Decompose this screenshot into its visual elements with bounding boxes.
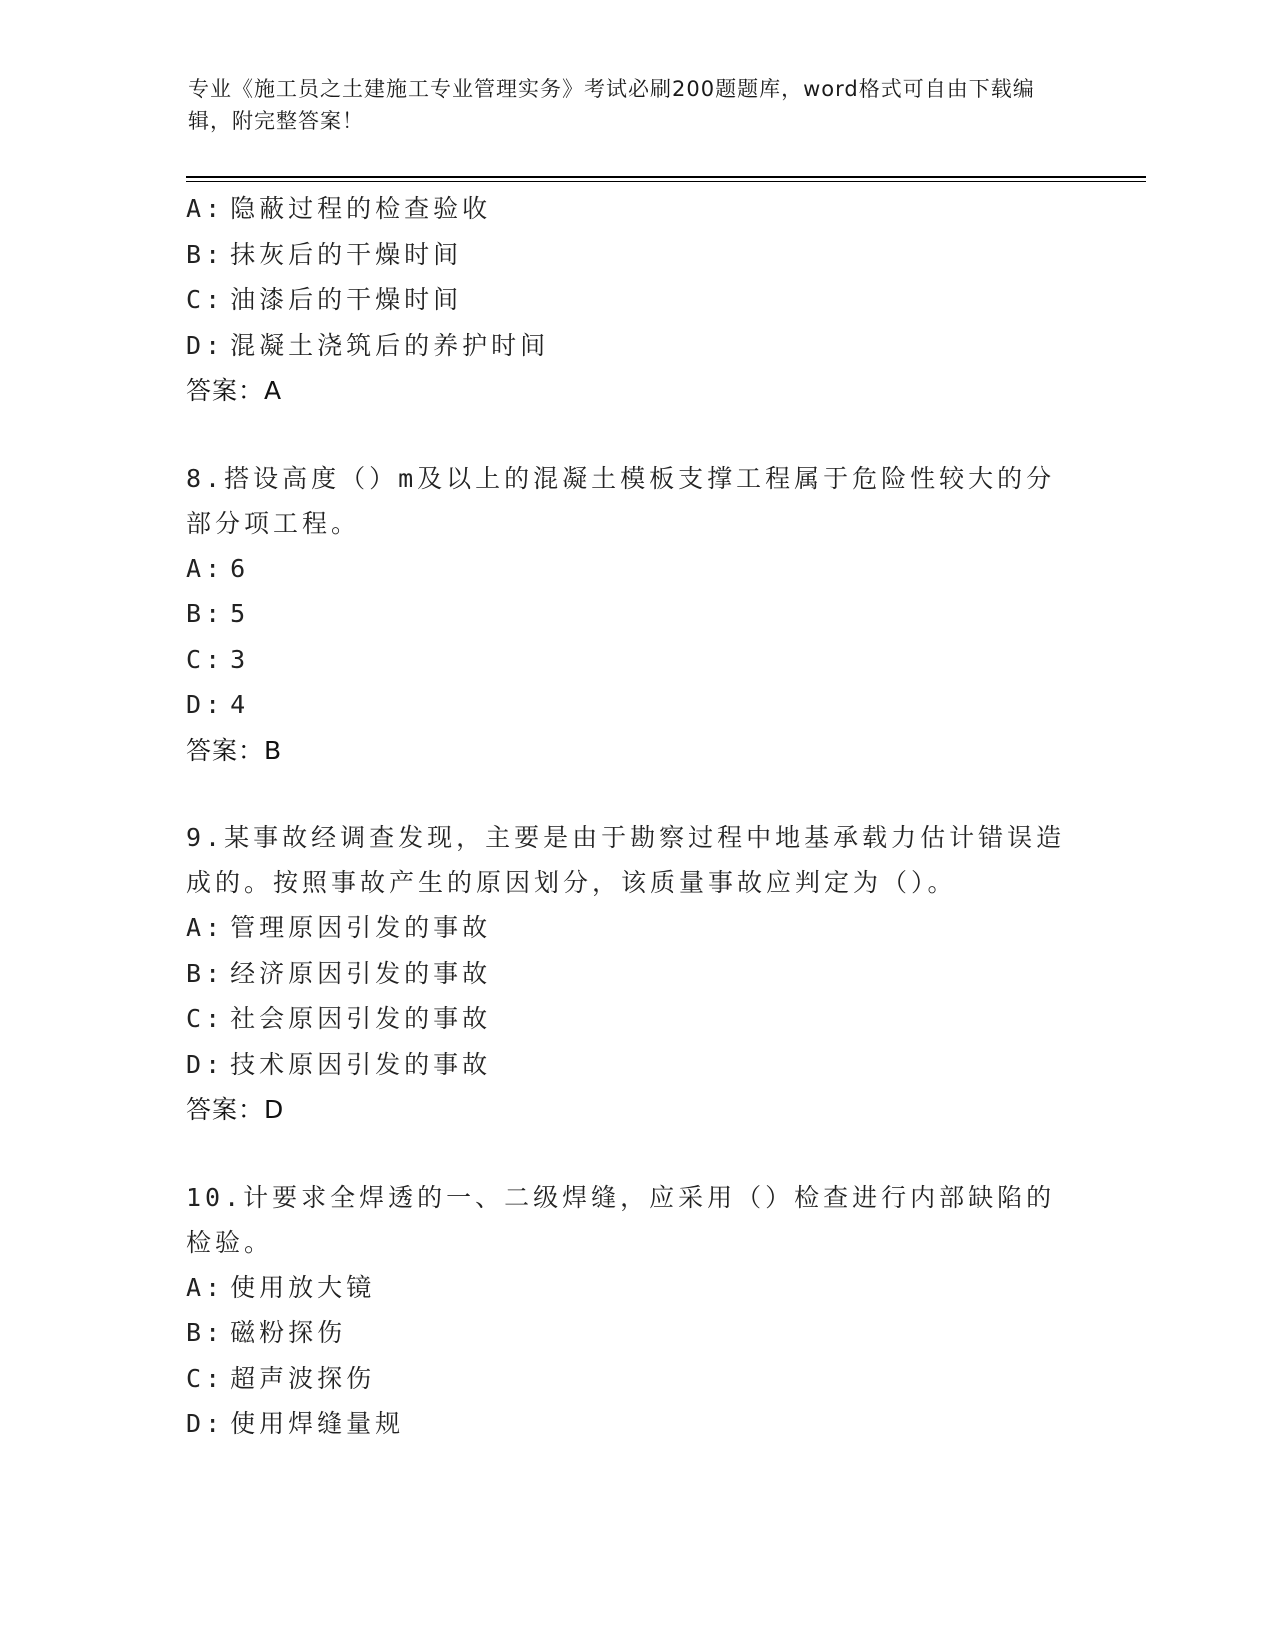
option-text: 磁粉探伤 [230,1318,347,1347]
question-10 [186,1175,1086,1447]
option-text: 混凝土浇筑后的养护时间 [230,330,550,360]
option-row [186,637,1086,683]
option-row [186,1401,1086,1447]
question-content [186,186,1086,1447]
option-text: 6 [230,553,250,583]
option-row [186,1265,1086,1311]
option-row [186,186,1086,232]
option-letter: B [186,239,206,269]
header-divider-top [186,176,1146,178]
spacer [186,1133,1086,1175]
option-text: 5 [230,599,250,628]
option-separator: : [205,1363,225,1393]
option-row [186,232,1086,278]
option-text: 3 [230,644,250,674]
question-stem: 10.计要求全焊透的一、二级焊缝，应采用（）检查进行内部缺陷的检验。 [186,1182,1056,1257]
option-text: 4 [230,690,250,719]
option-text: 隐蔽过程的检查验收 [230,194,492,223]
question-stem: 8.搭设高度（）m及以上的混凝土模板支撑工程属于危险性较大的分部分项工程。 [186,463,1056,538]
option-letter: C [186,1004,206,1033]
option-letter: B [186,958,206,988]
option-separator: : [205,958,225,988]
option-letter: A [186,913,206,942]
answer-line: 答案：D [186,1095,285,1124]
option-separator: : [205,1272,225,1302]
option-row [186,951,1086,997]
option-row [186,905,1086,951]
option-letter: D [186,1049,206,1079]
option-row [186,1310,1086,1356]
option-letter: A [186,194,206,223]
option-text: 油漆后的干燥时间 [230,285,463,314]
spacer [186,414,1086,456]
option-separator: : [205,553,225,583]
option-letter: D [186,330,206,360]
question-7-options [186,186,1086,414]
option-text: 社会原因引发的事故 [230,1004,492,1033]
option-separator: : [205,330,225,360]
option-separator: : [205,1004,225,1033]
answer-line: 答案：A [186,376,283,405]
option-text: 抹灰后的干燥时间 [230,239,463,269]
option-row [186,996,1086,1042]
option-separator: : [205,1049,225,1079]
option-separator: : [205,239,225,269]
option-row [186,323,1086,369]
question-9 [186,815,1086,1133]
option-separator: : [205,599,225,628]
option-letter: D [186,1409,206,1438]
option-separator: : [205,194,225,223]
option-text: 使用焊缝量规 [230,1409,405,1438]
header-divider-bottom [186,181,1146,182]
option-letter: B [186,599,206,628]
option-row [186,591,1086,637]
option-separator: : [205,690,225,719]
option-text: 超声波探伤 [230,1363,376,1393]
option-text: 技术原因引发的事故 [230,1049,492,1079]
option-letter: C [186,285,206,314]
option-separator: : [205,1409,225,1438]
answer-line: 答案：B [186,735,283,765]
option-row [186,546,1086,592]
option-letter: A [186,1272,206,1302]
option-text: 管理原因引发的事故 [230,913,492,942]
spacer [186,773,1086,815]
option-text: 经济原因引发的事故 [230,958,492,988]
option-separator: : [205,285,225,314]
question-stem: 9.某事故经调查发现，主要是由于勘察过程中地基承载力估计错误造成的。按照事故产生的原因划分，该质量事故应判定为（）。 [186,823,1066,897]
option-letter: C [186,644,206,674]
option-letter: D [186,690,206,719]
option-letter: C [186,1363,206,1393]
option-separator: : [205,644,225,674]
question-8 [186,456,1086,774]
option-separator: : [205,1318,225,1347]
option-row [186,1356,1086,1402]
option-letter: A [186,553,206,583]
option-row [186,682,1086,728]
option-row [186,277,1086,323]
option-row [186,1042,1086,1088]
option-text: 使用放大镜 [230,1272,376,1302]
option-separator: : [205,913,225,942]
option-letter: B [186,1318,206,1347]
document-header: 专业《施工员之土建施工专业管理实务》考试必刷200题题库，word格式可自由下载编辑，附完整答案！ [188,77,1035,133]
